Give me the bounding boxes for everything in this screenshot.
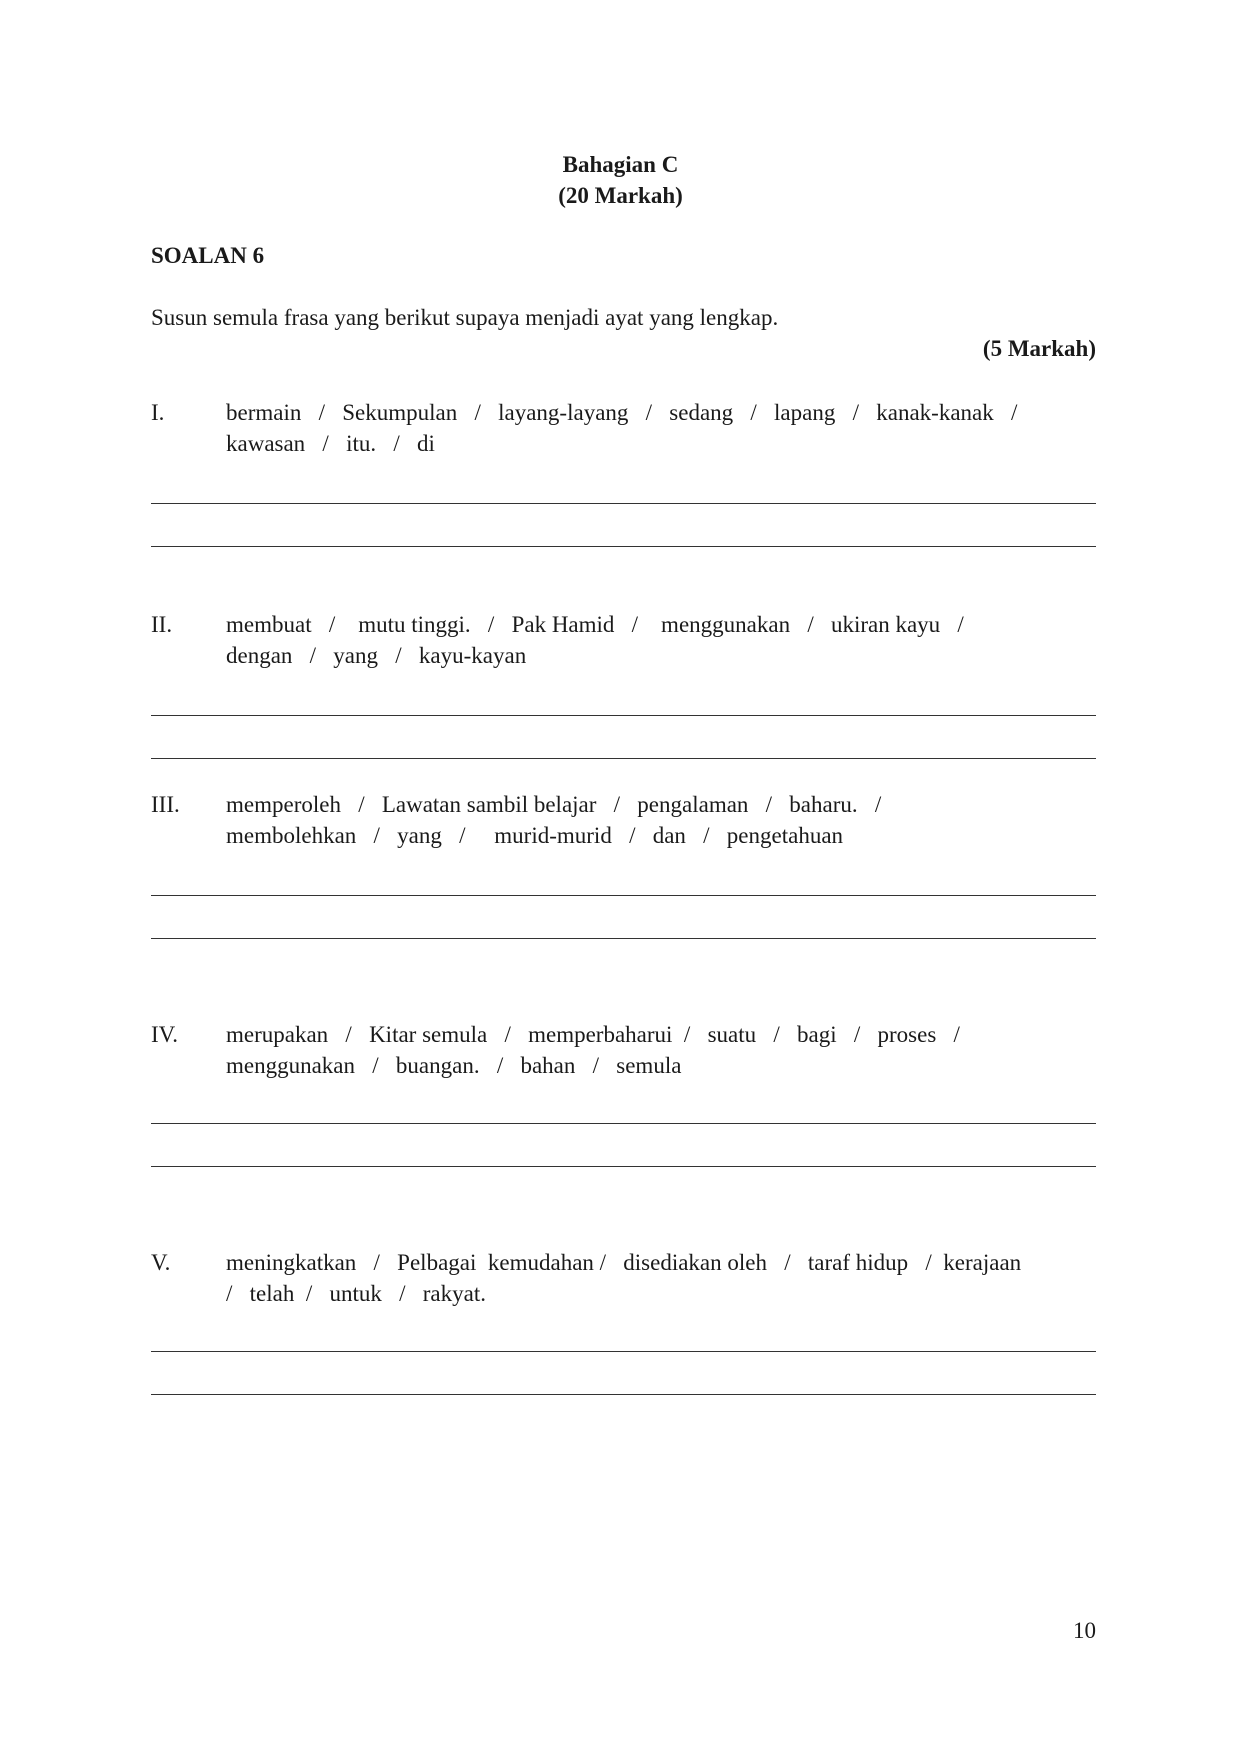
item-phrases-line-1: meningkatkan / Pelbagai kemudahan / disediakan oleh / taraf hidup / kerajaan [226, 1250, 1022, 1275]
answer-line[interactable] [151, 758, 1096, 759]
section-title: Bahagian C [562, 152, 679, 177]
item-label: V. [151, 1250, 171, 1275]
question-number: SOALAN 6 [151, 243, 265, 268]
item-phrases [226, 397, 1096, 459]
answer-line[interactable] [151, 1123, 1096, 1124]
answer-line[interactable] [151, 546, 1096, 547]
item-phrases [226, 609, 1096, 671]
item-label: II. [151, 612, 173, 637]
item-phrases-line-2: dengan / yang / kayu-kayan [226, 643, 527, 668]
item-label: III. [151, 792, 180, 817]
answer-line[interactable] [151, 895, 1096, 896]
item-phrases-line-1: bermain / Sekumpulan / layang-layang / sedang / lapang / kanak-kanak / [226, 400, 1018, 425]
answer-line[interactable] [151, 1166, 1096, 1167]
item-label: I. [151, 400, 165, 425]
item-phrases [226, 789, 1096, 851]
item-phrases-line-1: memperoleh / Lawatan sambil belajar / pengalaman / baharu. / [226, 792, 882, 817]
item-label: IV. [151, 1022, 179, 1047]
question-instruction: Susun semula frasa yang berikut supaya menjadi ayat yang lengkap. [151, 305, 779, 330]
item-phrases-line-2: menggunakan / buangan. / bahan / semula [226, 1053, 682, 1078]
answer-line[interactable] [151, 1394, 1096, 1395]
answer-line[interactable] [151, 715, 1096, 716]
item-phrases-line-1: membuat / mutu tinggi. / Pak Hamid / menggunakan / ukiran kayu / [226, 612, 964, 637]
answer-line[interactable] [151, 503, 1096, 504]
item-phrases-line-2: / telah / untuk / rakyat. [226, 1281, 486, 1306]
question-marks: (5 Markah) [982, 336, 1096, 361]
section-marks: (20 Markah) [558, 183, 683, 208]
answer-line[interactable] [151, 938, 1096, 939]
page-number: 10 [1073, 1618, 1096, 1643]
item-phrases-line-2: kawasan / itu. / di [226, 431, 435, 456]
item-phrases [226, 1247, 1096, 1309]
item-phrases-line-1: merupakan / Kitar semula / memperbaharui / suatu / bagi / proses / [226, 1022, 960, 1047]
answer-line[interactable] [151, 1351, 1096, 1352]
item-phrases [226, 1019, 1096, 1081]
item-phrases-line-2: membolehkan / yang / murid-murid / dan / pengetahuan [226, 823, 844, 848]
